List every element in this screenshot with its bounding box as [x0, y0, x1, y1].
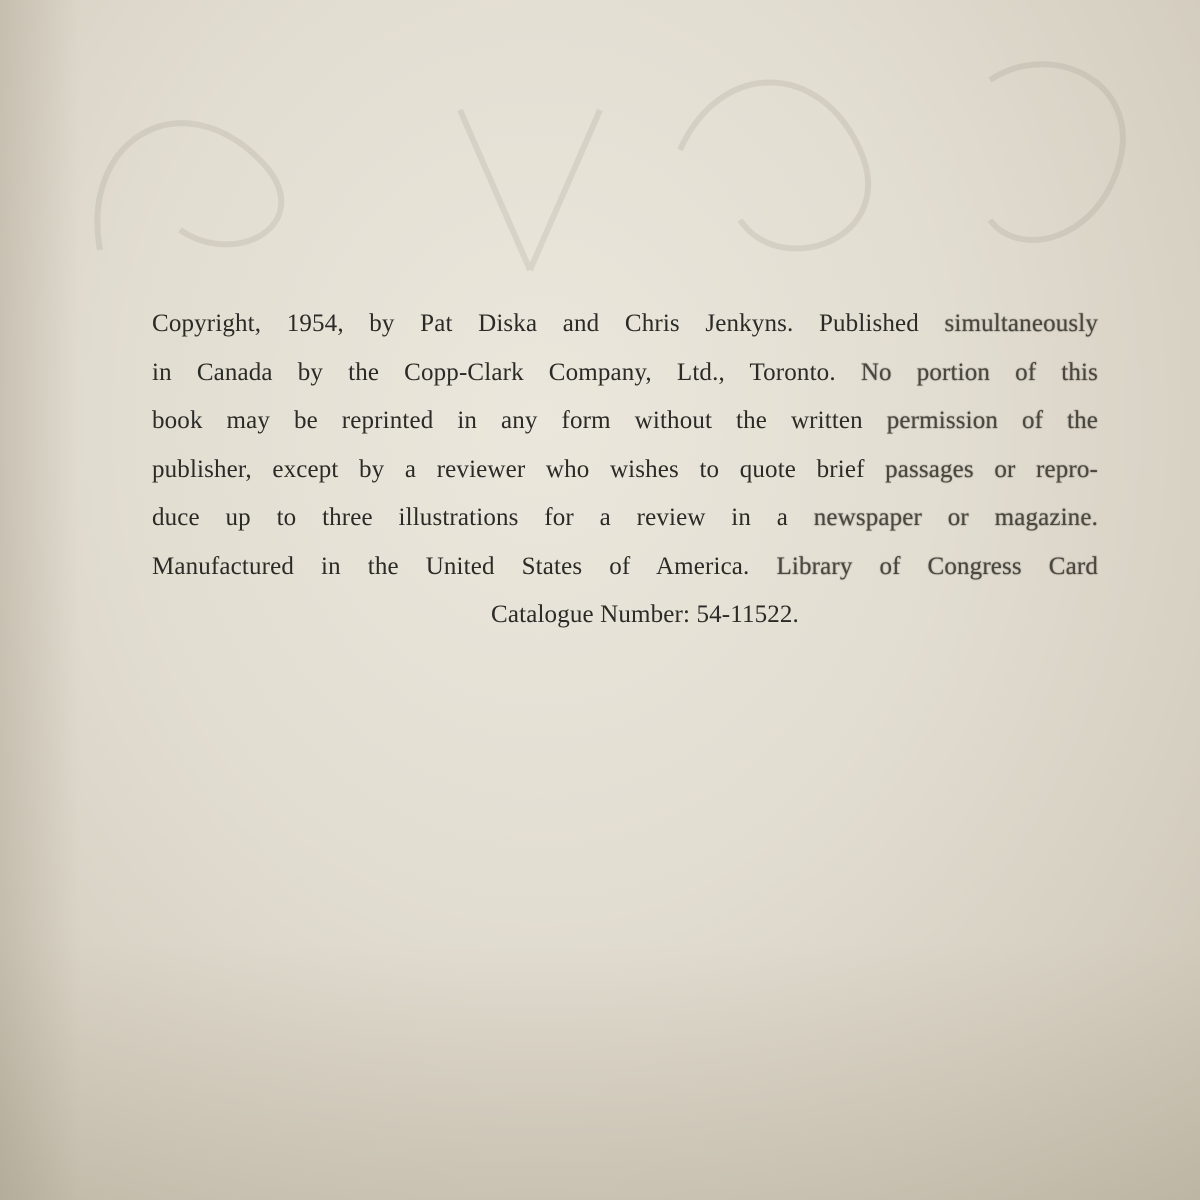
- copyright-line-1: [152, 300, 1098, 349]
- line-6-text: Manufactured in the United States of America.: [152, 552, 750, 580]
- copyright-line-7: [152, 591, 1098, 640]
- copyright-line-5: [152, 494, 1098, 543]
- line-7-text: Catalogue Number: 54-11522.: [491, 601, 799, 628]
- line-3-text: book may be reprinted in any form without the written: [152, 407, 863, 434]
- line-5-text-tail: newspaper or magazine.: [813, 504, 1098, 531]
- line-5-text: duce up to three illustrations for a review in a: [152, 504, 788, 531]
- page-shadow-bottom: [0, 940, 1200, 1200]
- line-2-text-tail: No portion of this: [860, 358, 1098, 386]
- copyright-notice: [152, 300, 1098, 640]
- line-2-text: in Canada by the Copp-Clark Company, Ltd., Toronto.: [152, 358, 836, 386]
- copyright-line-4: [152, 446, 1098, 495]
- line-3-text-tail: permission of the: [886, 407, 1098, 434]
- show-through-lettering: [60, 20, 1200, 280]
- line-1-text-tail: simultaneously: [944, 310, 1098, 337]
- line-6-text-tail: Library of Congress Card: [776, 552, 1098, 580]
- copyright-line-3: [152, 397, 1098, 446]
- copyright-line-6: [152, 543, 1098, 592]
- line-1-text: Copyright, 1954, by Pat Diska and Chris Jenkyns. Published: [152, 310, 919, 337]
- line-4-text: publisher, except by a reviewer who wishes to quote brief: [152, 455, 865, 483]
- copyright-line-2: [152, 349, 1098, 398]
- line-4-text-tail: passages or repro-: [885, 455, 1098, 483]
